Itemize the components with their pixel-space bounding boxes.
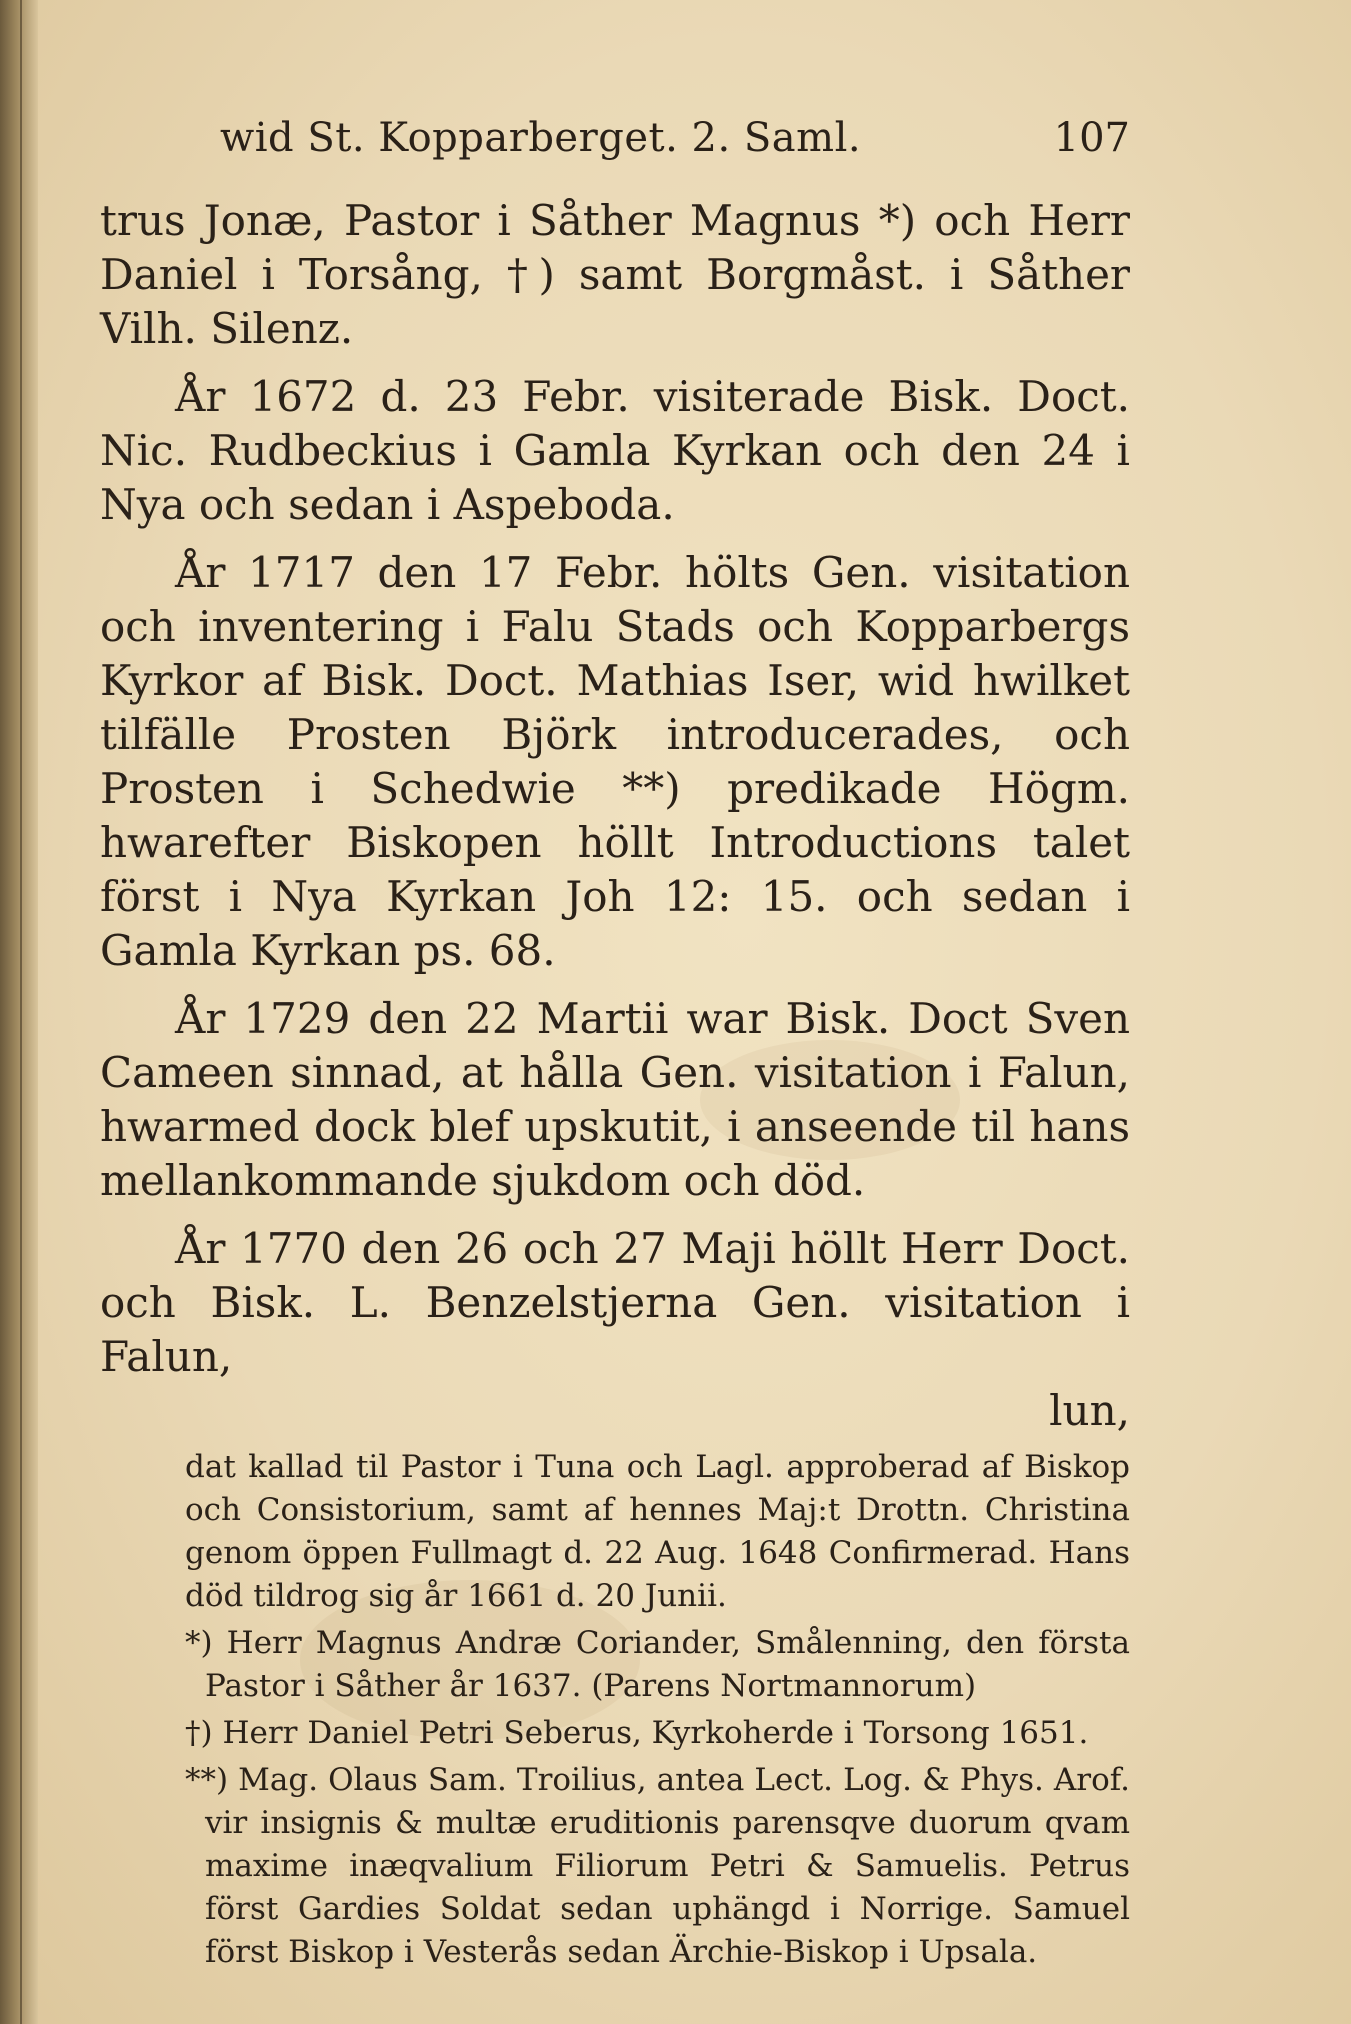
footnote: dat kallad til Pastor i Tuna och Lagl. approberad af Biskop och Consistorium, samt af hennes Maj:t Drottn. Christina genom öppen Fullmagt d. 22 Aug. 1648 Confirmerad. Hans död tildrog sig år 1661 d. 20 Junii. (185, 1449, 1130, 1614)
page-text (100, 108, 1130, 1974)
footnote: **) Mag. Olaus Sam. Troilius, antea Lect. Log. & Phys. Arof. vir insignis & multæ eruditionis parensqve duorum qvam maxime inæqvalium Filiorum Petri & Samuelis. Petrus först Gardies Soldat sedan uphängd i Norrige. Samuel först Biskop i Vesterås sedan Ärchie-Biskop i Upsala. (185, 1762, 1130, 1970)
paragraph: År 1672 d. 23 Febr. visiterade Bisk. Doct. Nic. Rudbeckius i Gamla Kyrkan och den 24 i Nya och sedan i Aspeboda. (100, 372, 1130, 529)
footnotes (100, 1446, 1130, 1974)
paragraph: trus Jonæ, Pastor i Såther Magnus *) och Herr Daniel i Torsång, †) samt Borgmåst. i Såther Vilh. Silenz. (100, 196, 1130, 353)
paragraph: År 1717 den 17 Febr. hölts Gen. visitation och inventering i Falu Stads och Kopparbergs Kyrkor af Bisk. Doct. Mathias Iser, wid hwilket tilfälle Prosten Björk introducerades, och Prosten i Schedwie **) predikade Högm. hwarefter Biskopen höllt Introductions talet först i Nya Kyrkan Joh 12: 15. och sedan i Gamla Kyrkan ps. 68. (100, 548, 1130, 975)
running-title: wid St. Kopparberget. 2. Saml. (220, 115, 862, 161)
footnote: *) Herr Magnus Andræ Coriander, Smålenning, den förstа Pastor i Såther år 1637. (Parens Nortmannorum) (185, 1625, 1130, 1704)
page-number: 107 (1053, 115, 1130, 161)
page-gutter (0, 0, 38, 2024)
page-header (100, 108, 1130, 168)
catchword: lun, (1049, 1386, 1130, 1435)
footnote: †) Herr Daniel Petri Seberus, Kyrkoherde i Torsong 1651. (185, 1715, 1089, 1751)
paragraph: År 1770 den 26 och 27 Maji höllt Herr Doct. och Bisk. L. Benzelstjerna Gen. visitation i Falun, (100, 1224, 1130, 1381)
binding-edge (20, 0, 22, 2024)
paragraph: År 1729 den 22 Martii war Bisk. Doct Sven Cameen sinnad, at hålla Gen. visitation i Falun, hwarmed dock blef upskutit, i anseende til hans mellankommande sjukdom och död. (100, 994, 1130, 1205)
